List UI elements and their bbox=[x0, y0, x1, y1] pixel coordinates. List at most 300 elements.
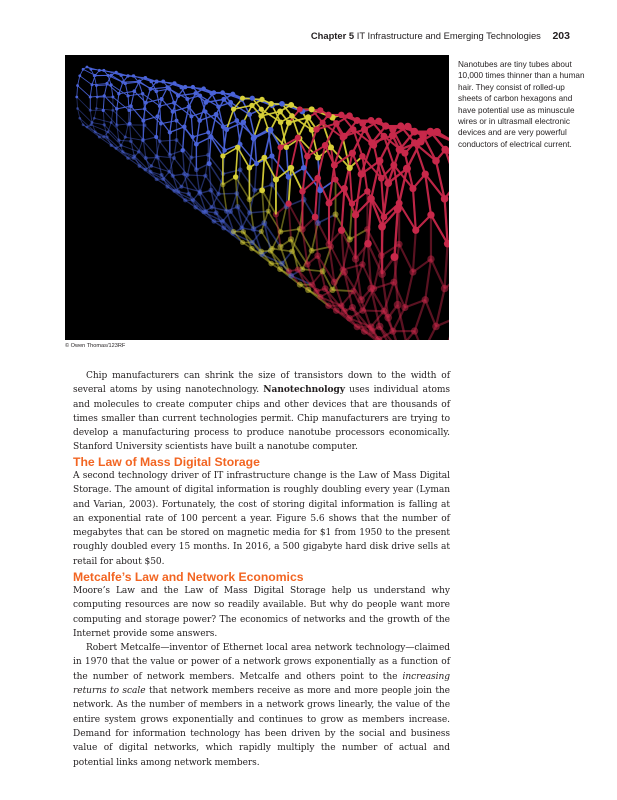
tube-atom bbox=[358, 170, 365, 177]
tube-atom bbox=[378, 223, 386, 231]
tube-bond bbox=[350, 168, 352, 204]
tube-bond bbox=[146, 89, 151, 103]
tube-bond bbox=[191, 116, 192, 137]
tube-bond bbox=[238, 147, 250, 167]
tube-atom bbox=[154, 135, 158, 139]
tube-bond bbox=[80, 76, 92, 85]
tube-atom bbox=[203, 109, 207, 113]
tube-atom bbox=[111, 96, 114, 99]
nanotube-figure bbox=[65, 55, 449, 340]
tube-atom bbox=[224, 209, 229, 214]
tube-bond bbox=[103, 110, 104, 125]
tube-atom bbox=[320, 268, 326, 274]
tube-atom bbox=[289, 249, 295, 255]
tube-atom bbox=[161, 177, 165, 181]
tube-atom bbox=[171, 109, 175, 113]
metcalfe-paragraph-1: Moore’s Law and the Law of Mass Digital Storage help us understand why computing resources are now so readily available. But why do people want more computing and storage power? The economics of networks and the growth of the Internet provide some answers. bbox=[73, 586, 450, 639]
tube-atom bbox=[98, 69, 101, 72]
intro-paragraph: Chip manufacturers can shrink the size of transistors down to the width of several atoms by using nanotechnology. Nanotechnology uses individual atoms and molecules to create computer chips and other devices that are thousands of times smaller than current technologies permit. Chip manufacturers are trying to develop a manufacturing process to produce nanotube processors economically. Stanford University scientists have built a nanotube computer. bbox=[73, 371, 450, 453]
tube-atom bbox=[126, 94, 129, 97]
tube-atom bbox=[98, 135, 101, 138]
tube-atom bbox=[241, 119, 246, 124]
tube-atom bbox=[156, 114, 160, 118]
tube-atom bbox=[235, 204, 240, 209]
tube-atom bbox=[251, 136, 257, 142]
tube-bond bbox=[130, 106, 131, 124]
tube-atom bbox=[175, 138, 179, 142]
tube-atom bbox=[224, 127, 229, 132]
tube-atom bbox=[394, 301, 402, 309]
tube-atom bbox=[155, 89, 159, 93]
tube-atom bbox=[231, 107, 236, 112]
tube-atom bbox=[126, 74, 129, 77]
tube-atom bbox=[320, 120, 326, 126]
tube-atom bbox=[160, 173, 164, 177]
tube-atom bbox=[203, 100, 208, 105]
tube-atom bbox=[313, 126, 319, 132]
tube-atom bbox=[346, 315, 353, 322]
tube-bond bbox=[174, 140, 177, 158]
tube-bond bbox=[130, 124, 144, 140]
tube-bond bbox=[83, 69, 95, 75]
tube-bond bbox=[78, 76, 80, 86]
tube-atom bbox=[194, 142, 199, 147]
tube-atom bbox=[127, 109, 130, 112]
tube-bond bbox=[272, 185, 286, 207]
tube-atom bbox=[234, 118, 239, 123]
tube-bond bbox=[77, 86, 78, 97]
tube-atom bbox=[132, 89, 136, 93]
tube-bond bbox=[116, 148, 133, 158]
tube-atom bbox=[165, 85, 169, 89]
tube-atom bbox=[349, 150, 356, 157]
tube-atom bbox=[390, 279, 397, 286]
tube-atom bbox=[95, 84, 98, 87]
mass-storage-paragraph: A second technology driver of IT infrastructure change is the Law of Mass Digital Storage. The amount of digital information is roughly doubling every year (Lyman and Varian, 2003). Fortunately, the cost of storing digital information is falling at an exponential rate of 100 percent a year. Figure 5.6 shows that the number of megabytes that can be stored on magnetic media for $1 from 1950 to the present roughly doubled every 15 months. In 2016, a 500 gigabyte hard disk drive sells at retail for about $50. bbox=[73, 471, 450, 567]
emphasis-term: increasing returns to scale bbox=[73, 671, 450, 697]
tube-atom bbox=[286, 268, 292, 274]
tube-atom bbox=[119, 74, 122, 77]
tube-atom bbox=[396, 241, 403, 248]
tube-atom bbox=[381, 214, 388, 221]
tube-atom bbox=[138, 164, 142, 168]
tube-atom bbox=[105, 136, 108, 139]
tube-atom bbox=[422, 170, 429, 177]
tube-atom bbox=[132, 74, 135, 77]
tube-atom bbox=[76, 107, 79, 110]
running-header bbox=[311, 30, 570, 42]
tube-atom bbox=[286, 174, 291, 179]
tube-bond bbox=[193, 132, 209, 137]
tube-atom bbox=[103, 94, 106, 97]
tube-atom bbox=[409, 269, 416, 276]
tube-atom bbox=[198, 94, 202, 98]
tube-atom bbox=[115, 147, 118, 150]
tube-atom bbox=[368, 327, 375, 334]
tube-bond bbox=[92, 84, 107, 85]
tube-atom bbox=[261, 155, 267, 161]
tube-atom bbox=[110, 121, 113, 124]
tube-atom bbox=[191, 135, 195, 139]
tube-atom bbox=[354, 323, 361, 330]
tube-atom bbox=[391, 253, 399, 261]
tube-atom bbox=[331, 162, 338, 169]
tube-atom bbox=[288, 236, 294, 242]
tube-atom bbox=[106, 130, 109, 133]
tube-atom bbox=[110, 144, 113, 147]
tube-atom bbox=[172, 81, 176, 85]
tube-atom bbox=[390, 162, 397, 169]
tube-atom bbox=[158, 139, 162, 143]
tube-atom bbox=[261, 220, 267, 226]
tube-atom bbox=[179, 85, 183, 89]
tube-atom bbox=[317, 187, 323, 193]
tube-atom bbox=[331, 279, 338, 286]
tube-bond bbox=[96, 86, 97, 97]
tube-atom bbox=[301, 165, 307, 171]
tube-atom bbox=[389, 132, 397, 140]
tube-atom bbox=[441, 285, 449, 293]
tube-atom bbox=[268, 101, 274, 107]
tube-atom bbox=[171, 174, 175, 178]
tube-atom bbox=[277, 144, 283, 150]
tube-bond bbox=[395, 209, 398, 257]
tube-atom bbox=[82, 68, 85, 71]
tube-atom bbox=[76, 84, 79, 87]
tube-atom bbox=[350, 126, 356, 132]
tube-bond bbox=[196, 121, 199, 145]
tube-atom bbox=[193, 91, 198, 96]
tube-bond bbox=[94, 118, 111, 122]
tube-bond bbox=[342, 189, 345, 231]
tube-atom bbox=[143, 107, 146, 110]
tube-bond bbox=[399, 244, 413, 272]
tube-bond bbox=[128, 94, 143, 96]
tube-atom bbox=[216, 104, 221, 109]
tube-atom bbox=[288, 165, 294, 171]
tube-atom bbox=[247, 210, 252, 215]
tube-atom bbox=[221, 97, 226, 102]
tube-atom bbox=[214, 112, 219, 117]
tube-atom bbox=[94, 130, 97, 133]
tube-bond bbox=[264, 158, 276, 180]
tube-bond bbox=[130, 124, 131, 142]
tube-atom bbox=[309, 248, 315, 254]
tube-atom bbox=[249, 103, 254, 108]
tube-atom bbox=[277, 266, 283, 272]
tube-atom bbox=[322, 285, 329, 292]
tube-bond bbox=[445, 199, 448, 244]
tube-bond bbox=[255, 164, 257, 191]
tube-atom bbox=[111, 109, 114, 112]
tube-atom bbox=[286, 120, 292, 126]
tube-atom bbox=[233, 174, 238, 179]
tube-atom bbox=[207, 161, 212, 166]
tube-bond bbox=[302, 269, 322, 271]
tube-bond bbox=[99, 70, 116, 72]
tube-atom bbox=[144, 156, 148, 160]
tube-atom bbox=[220, 153, 225, 158]
tube-atom bbox=[273, 177, 279, 183]
tube-atom bbox=[220, 90, 225, 95]
tube-bond bbox=[83, 125, 99, 137]
tube-atom bbox=[106, 74, 109, 77]
tube-atom bbox=[304, 261, 310, 267]
tube-atom bbox=[176, 94, 180, 98]
tube-atom bbox=[259, 187, 265, 193]
tube-bond bbox=[286, 147, 288, 177]
tube-atom bbox=[367, 285, 375, 293]
section-heading-mass-storage: The Law of Mass Digital Storage bbox=[73, 455, 260, 469]
tube-atom bbox=[129, 139, 133, 143]
tube-atom bbox=[322, 142, 329, 149]
tube-atom bbox=[297, 106, 303, 112]
tube-bond bbox=[184, 107, 189, 127]
tube-atom bbox=[361, 328, 368, 335]
tube-atom bbox=[309, 282, 315, 288]
tube-atom bbox=[201, 86, 206, 91]
tube-atom bbox=[295, 135, 301, 141]
tube-atom bbox=[326, 200, 333, 207]
tube-atom bbox=[216, 192, 221, 197]
tube-bond bbox=[200, 176, 205, 192]
tube-atom bbox=[159, 122, 163, 126]
tube-atom bbox=[203, 209, 208, 214]
tube-atom bbox=[117, 92, 120, 95]
tube-atom bbox=[394, 205, 402, 213]
tube-atom bbox=[117, 139, 120, 142]
tube-atom bbox=[221, 225, 226, 230]
tube-atom bbox=[110, 83, 113, 86]
tube-atom bbox=[206, 130, 210, 134]
tube-atom bbox=[404, 123, 412, 131]
tube-atom bbox=[349, 304, 356, 311]
tube-atom bbox=[427, 255, 434, 262]
tube-atom bbox=[161, 80, 165, 84]
tube-bond bbox=[445, 244, 448, 289]
tube-atom bbox=[128, 122, 132, 126]
tube-atom bbox=[240, 240, 245, 245]
tube-atom bbox=[347, 236, 353, 242]
tube-atom bbox=[315, 220, 321, 226]
tube-atom bbox=[132, 154, 136, 158]
tube-atom bbox=[346, 112, 353, 119]
tube-atom bbox=[220, 219, 225, 224]
tube-atom bbox=[168, 130, 172, 134]
tube-atom bbox=[289, 113, 295, 119]
tube-atom bbox=[325, 112, 331, 118]
tube-atom bbox=[347, 165, 353, 171]
tube-atom bbox=[397, 122, 404, 129]
tube-atom bbox=[183, 85, 187, 89]
tube-atom bbox=[317, 294, 323, 300]
tube-bond bbox=[128, 76, 145, 78]
tube-atom bbox=[325, 303, 331, 309]
tube-bond bbox=[178, 93, 195, 95]
tube-bond bbox=[276, 147, 281, 179]
tube-atom bbox=[277, 244, 283, 250]
tube-atom bbox=[138, 79, 142, 83]
tube-bond bbox=[184, 127, 196, 144]
chapter-title: IT Infrastructure and Emerging Technologies bbox=[356, 30, 541, 41]
tube-atom bbox=[333, 307, 340, 314]
tube-atom bbox=[222, 148, 227, 153]
tube-atom bbox=[144, 101, 148, 105]
tube-bond bbox=[249, 138, 253, 167]
tube-atom bbox=[312, 214, 319, 221]
tube-atom bbox=[359, 261, 365, 267]
tube-atom bbox=[179, 185, 183, 189]
tube-atom bbox=[208, 188, 213, 193]
tube-atom bbox=[284, 145, 289, 150]
tube-atom bbox=[269, 153, 274, 158]
tube-atom bbox=[304, 153, 310, 159]
tube-atom bbox=[249, 246, 254, 251]
tube-atom bbox=[95, 107, 98, 110]
tube-bond bbox=[96, 97, 97, 108]
tube-bond bbox=[104, 96, 117, 109]
tube-atom bbox=[197, 118, 202, 123]
tube-atom bbox=[364, 188, 370, 194]
tube-atom bbox=[380, 133, 387, 140]
tube-atom bbox=[78, 117, 81, 120]
tube-bond bbox=[92, 123, 104, 125]
tube-atom bbox=[259, 107, 264, 112]
tube-atom bbox=[209, 205, 214, 210]
tube-bond bbox=[131, 91, 134, 106]
tube-atom bbox=[86, 66, 89, 69]
tube-atom bbox=[182, 124, 187, 129]
tube-atom bbox=[254, 161, 259, 166]
tube-atom bbox=[297, 282, 303, 288]
tube-atom bbox=[110, 74, 113, 77]
tube-atom bbox=[155, 177, 159, 181]
tube-atom bbox=[228, 100, 233, 105]
tube-atom bbox=[185, 97, 189, 101]
tube-atom bbox=[268, 248, 274, 254]
figure-caption: Nanotubes are tiny tubes about 10,000 times thinner than a human hair. They consist of rolled-up sheets of carbon hexagons and have potential use as minuscule wires or in ultrasmall electronic devices and are very powerful conductors of electrical current. bbox=[458, 60, 585, 149]
tube-atom bbox=[180, 148, 185, 153]
tube-bond bbox=[125, 137, 142, 140]
tube-atom bbox=[444, 240, 449, 248]
tube-atom bbox=[376, 323, 384, 331]
tube-atom bbox=[341, 133, 348, 140]
tube-bond bbox=[160, 140, 177, 141]
tube-atom bbox=[389, 328, 396, 335]
tube-atom bbox=[258, 113, 264, 119]
tube-atom bbox=[160, 97, 164, 101]
tube-atom bbox=[433, 128, 441, 136]
tube-atom bbox=[278, 229, 283, 234]
tube-atom bbox=[411, 327, 418, 334]
tube-atom bbox=[208, 135, 213, 140]
tube-atom bbox=[234, 191, 239, 196]
tube-bond bbox=[160, 124, 161, 142]
tube-atom bbox=[172, 189, 176, 193]
tube-atom bbox=[240, 96, 245, 101]
tube-atom bbox=[359, 307, 366, 314]
tube-atom bbox=[124, 136, 127, 139]
tube-atom bbox=[102, 135, 105, 138]
tube-atom bbox=[149, 79, 153, 83]
tube-atom bbox=[384, 314, 392, 322]
tube-atom bbox=[380, 308, 387, 315]
tube-atom bbox=[328, 144, 334, 150]
tube-atom bbox=[412, 227, 419, 234]
page-number: 203 bbox=[552, 30, 570, 42]
tube-bond bbox=[209, 137, 211, 164]
tube-atom bbox=[189, 156, 193, 160]
tube-atom bbox=[141, 92, 144, 95]
tube-atom bbox=[115, 71, 118, 74]
tube-atom bbox=[165, 185, 169, 189]
tube-atom bbox=[144, 168, 148, 172]
tube-atom bbox=[268, 127, 274, 133]
tube-atom bbox=[432, 323, 440, 331]
tube-atom bbox=[441, 146, 449, 154]
tube-bond bbox=[77, 97, 78, 108]
tube-atom bbox=[277, 109, 283, 115]
tube-atom bbox=[89, 96, 92, 99]
tube-atom bbox=[285, 201, 291, 207]
tube-atom bbox=[235, 145, 240, 150]
tube-bond bbox=[111, 85, 113, 97]
tube-atom bbox=[86, 126, 89, 129]
tube-atom bbox=[359, 153, 365, 159]
metcalfe-paragraph-2: Robert Metcalfe—inventor of Ethernet local area network technology—claimed in 1970 that the value or power of a network grows exponentially as a function of the number of network members. Metcalfe and others point to the increasing returns to scale that network members receive as more and more people join the network. As the number of members in a network grows linearly, the value of the entire system grows exponentially and continues to grow as members increase. Demand for information technology has been driven by the social and business value of digital networks, which rapidly multiply the number of actual and potential links among network members. bbox=[73, 643, 450, 768]
tube-bond bbox=[205, 112, 208, 133]
tube-atom bbox=[94, 74, 97, 77]
tube-atom bbox=[75, 96, 78, 99]
tube-bond bbox=[90, 85, 92, 97]
tube-atom bbox=[259, 229, 264, 234]
tube-atom bbox=[409, 185, 416, 192]
tube-atom bbox=[137, 150, 140, 153]
tube-atom bbox=[410, 128, 418, 136]
photo-credit: © Owen Thomas/123RF bbox=[65, 343, 126, 349]
tube-atom bbox=[299, 188, 305, 194]
tube-atom bbox=[250, 96, 255, 101]
tube-atom bbox=[214, 210, 219, 215]
tube-bond bbox=[425, 300, 436, 327]
tube-atom bbox=[341, 185, 348, 192]
tube-atom bbox=[231, 229, 236, 234]
tube-atom bbox=[102, 109, 105, 112]
tube-bond bbox=[350, 204, 352, 240]
tube-atom bbox=[103, 123, 106, 126]
tube-atom bbox=[333, 177, 339, 183]
tube-bond bbox=[262, 158, 264, 191]
tube-atom bbox=[268, 261, 274, 267]
tube-atom bbox=[115, 107, 118, 110]
tube-atom bbox=[278, 119, 283, 124]
tube-atom bbox=[212, 90, 217, 95]
tube-atom bbox=[368, 117, 375, 124]
tube-atom bbox=[338, 112, 344, 118]
tube-atom bbox=[187, 104, 192, 109]
tube-atom bbox=[197, 191, 202, 196]
tube-atom bbox=[241, 229, 246, 234]
tube-atom bbox=[158, 104, 162, 108]
tube-atom bbox=[364, 240, 372, 248]
tube-atom bbox=[401, 304, 408, 311]
tube-atom bbox=[187, 192, 192, 197]
tube-atom bbox=[258, 249, 264, 255]
tube-atom bbox=[432, 157, 440, 165]
tube-atom bbox=[333, 211, 339, 217]
tube-atom bbox=[382, 122, 389, 129]
tube-atom bbox=[341, 308, 348, 315]
